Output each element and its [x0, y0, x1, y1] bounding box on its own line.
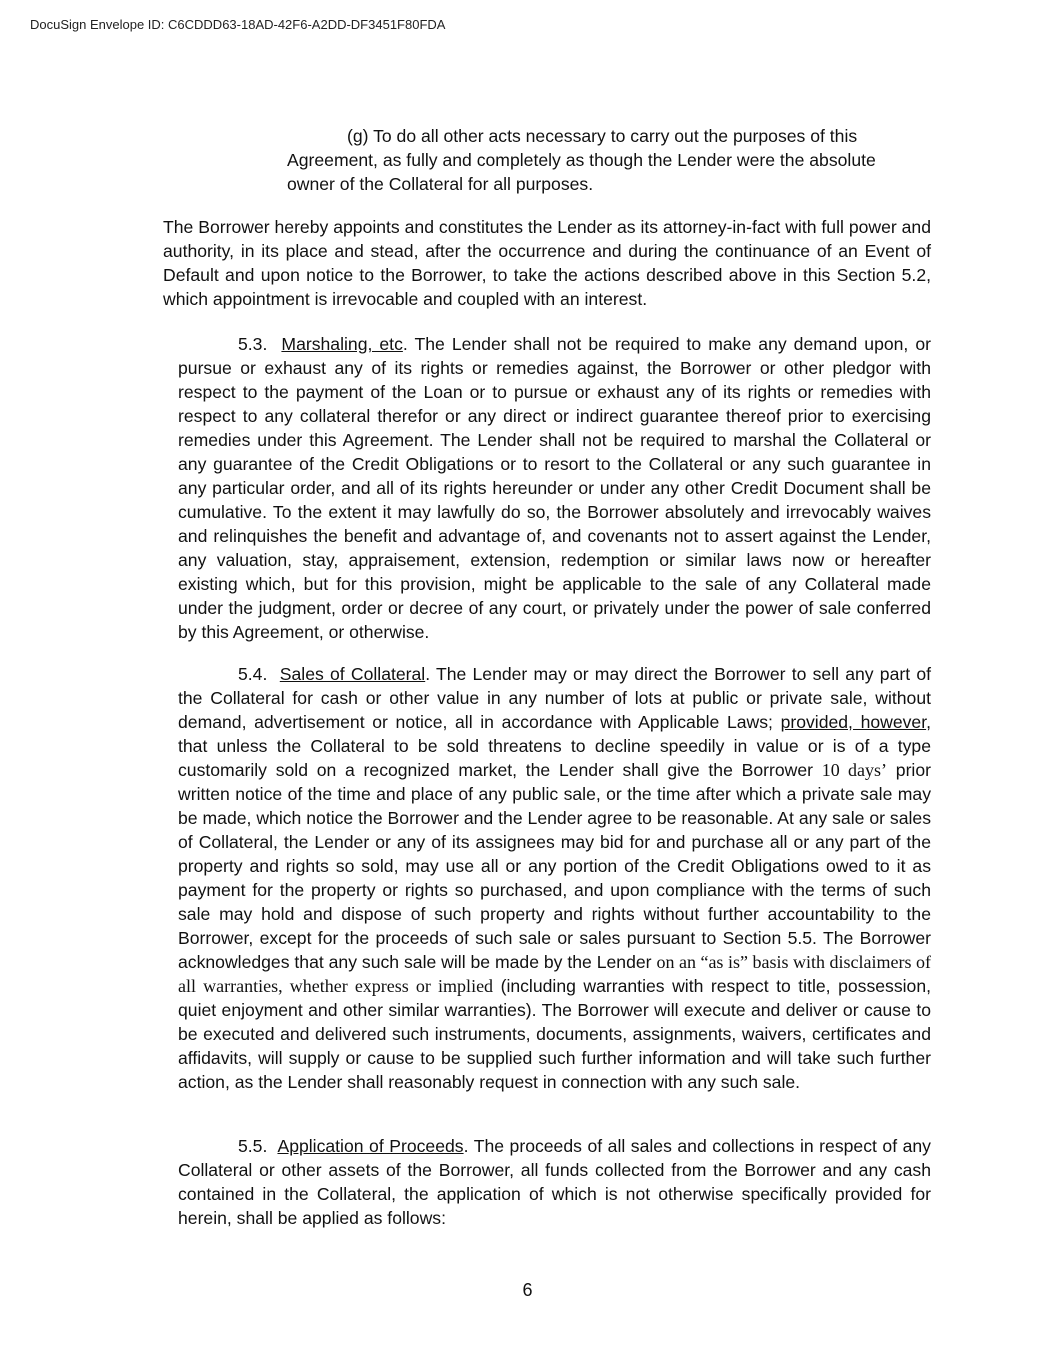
section-5-3 [178, 332, 931, 644]
section-5-5 [178, 1134, 931, 1230]
section-5-3-number: 5.3. [238, 334, 268, 354]
section-5-5-text: The proceeds of all sales and collections in respect of any Collateral or other assets of the Borrower, all funds collected from the Borrower and any cash contained in the Collateral, the application of which is not otherwise specifically provided for herein, shall be applied as follows: [178, 1136, 931, 1228]
section-5-5-heading: Application of Proceeds [277, 1136, 464, 1156]
section-5-4-text-1: The Lender may or may direct the Borrower to sell any part of the Collateral for cash or other value in any number of lots at public or private sale, without demand, advertisement or notice, all in accordance with Applicable Laws; [178, 664, 931, 732]
appointment-paragraph: The Borrower hereby appoints and constitutes the Lender as its attorney-in-fact with full power and authority, in its place and stead, after the occurrence and during the continuance of an Event of Default and upon notice to the Borrower, to take the actions described above in this Section 5.2, which appointment is irrevocable and coupled with an interest. [163, 217, 931, 309]
section-5-3-heading-suffix: . [402, 334, 408, 354]
envelope-id-header: DocuSign Envelope ID: C6CDDD63-18AD-42F6-A2DD-DF3451F80FDA [30, 17, 446, 32]
clause-g-text: To do all other acts necessary to carry out the purposes of this Agreement, as fully and completely as though the Lender were the absolute owner of the Collateral for all purposes. [287, 126, 876, 194]
section-5-5-heading-suffix: . [463, 1136, 469, 1156]
section-5-4 [178, 662, 931, 1094]
proviso-term: provided, however [780, 712, 927, 732]
section-5-3-text: The Lender shall not be required to make any demand upon, or pursue or exhaust any of its rights or remedies against, the Borrower or other pledgor with respect to the payment of the Loan or to pursue or exhaust any of its rights or remedies with respect to any collateral therefor or any direct or indirect guarantee thereof prior to exercising remedies under this Agreement. The Lender shall not be required to marshal the Collateral or any guarantee of the Credit Obligations or to resort to the Collateral or any such guarantee in any particular order, and all of its rights hereunder or under any other Credit Document shall be cumulative. To the extent it may lawfully do so, the Borrower absolutely and irrevocably waives and relinquishes the benefit and advantage of, and covenants not to assert against the Lender, any valuation, stay, appraisement, extension, redemption or similar laws now or hereafter existing which, but for this provision, might be applicable to the sale of any Collateral made under the judgment, order or decree of any court, or privately under the power of sale conferred by this Agreement, or otherwise. [178, 334, 931, 642]
notice-days: 10 days’ [821, 760, 888, 780]
page-number: 6 [522, 1280, 533, 1300]
section-5-4-heading-suffix: . [425, 664, 431, 684]
section-5-3-heading: Marshaling, etc [281, 334, 403, 354]
section-5-4-number: 5.4. [238, 664, 268, 684]
clause-g [287, 124, 927, 196]
section-5-4-text-4: (including warranties with respect to title, possession, quiet enjoyment and other similar warranties). The Borrower will execute and deliver or cause to be executed and delivered such instruments, documents, assignments, waivers, certificates and affidavits, will supply or cause to be supplied such further information and will take such further action, as the Lender shall reasonably request in connection with any such sale. [178, 976, 931, 1092]
section-5-4-text-2: , that unless the Collateral to be sold threatens to decline speedily in value or is of a type customarily sold on a recognized market, the Lender shall give the Borrower [178, 712, 931, 780]
as-is-clause: on an “as is” basis with disclaimers of all warranties, whether express or implied [178, 952, 931, 996]
section-5-4-heading: Sales of Collateral [279, 664, 426, 684]
clause-g-label: (g) [347, 126, 369, 146]
section-5-5-number: 5.5. [238, 1136, 268, 1156]
section-5-4-text-3: prior written notice of the time and place of any public sale, or the time after which a private sale may be made, which notice the Borrower and the Lender agree to be reasonable. At any sale or sales of Collateral, the Lender or any of its assignees may bid for and purchase all or any part of the property and rights so sold, may use all or any portion of the Credit Obligations owed to it as payment for the property or rights so purchased, and upon compliance with the terms of such sale may hold and dispose of such property and rights without further accountability to the Borrower, except for the proceeds of such sale or sales pursuant to Section 5.5. The Borrower acknowledges that any such sale will be made by the Lender [178, 760, 931, 972]
